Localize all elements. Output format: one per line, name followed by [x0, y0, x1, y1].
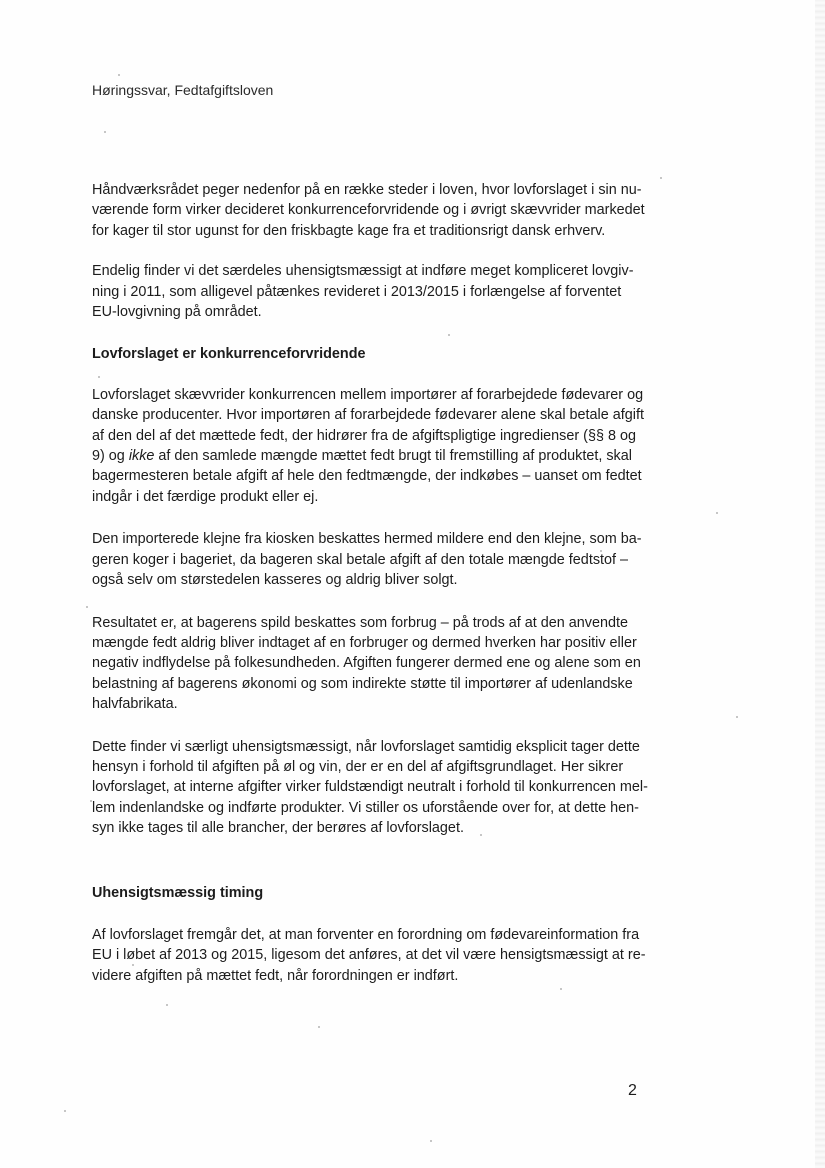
- paragraph-line: Af lovforslaget fremgår det, at man forventer en forordning om fødevareinformation fra: [92, 926, 640, 943]
- paragraph-line: bagermesteren betale afgift af hele den fedtmængde, der indkøbes – uanset om fedtet: [92, 468, 642, 485]
- paragraph-line: Dette finder vi særligt uhensigtsmæssigt, når lovforslaget samtidig eksplicit tager dette: [92, 738, 640, 755]
- paragraph-line: værende form virker decideret konkurrenceforvridende og i øvrigt skævvrider markedet: [92, 202, 645, 219]
- scan-speck: [716, 512, 718, 514]
- paragraph-line: belastning af bagerens økonomi og som indirekte støtte til importører af udenlandske: [92, 675, 633, 692]
- scan-edge: [815, 0, 825, 1168]
- document-body: [92, 160, 652, 986]
- paragraph-line: EU-lovgivning på området.: [92, 304, 262, 321]
- scan-speck: [166, 1004, 168, 1006]
- paragraph-line: af den del af det mættede fedt, der hidrører fra de afgiftspligtige ingredienser (§§ 8 og: [92, 427, 636, 444]
- scan-speck: [64, 1110, 66, 1112]
- paragraph-line: mængde fedt aldrig bliver indtaget af en forbruger og dermed hverken har positiv eller: [92, 634, 637, 651]
- scan-speck: [318, 1026, 320, 1028]
- paragraph-line: indgår i det færdige produkt eller ej.: [92, 488, 319, 505]
- body-paragraph: [92, 529, 652, 590]
- paragraph-line: Lovforslaget skævvrider konkurrencen mellem importører af forarbejdede fødevarer og: [92, 386, 644, 403]
- scan-speck: [86, 606, 88, 608]
- paragraph-line: Resultatet er, at bagerens spild beskattes som forbrug – på trods af at den anvendte: [92, 614, 628, 631]
- section-heading: Lovforslaget er konkurrenceforvridende: [92, 346, 366, 363]
- paragraph-line: ning i 2011, som alligevel påtænkes revideret i 2013/2015 i forlængelse af forventet: [92, 283, 622, 300]
- paragraph-line: Håndværksrådet peger nedenfor på en række steder i loven, hvor lovforslaget i sin nu-: [92, 182, 642, 198]
- scan-speck: [118, 74, 120, 76]
- page-number: 2: [628, 1082, 637, 1099]
- paragraph-line: lem indenlandske og indførte produkter. Vi stiller os uforstående over for, at dette hen-: [92, 799, 639, 816]
- paragraph-line: videre afgiften på mættet fedt, når forordningen er indført.: [92, 967, 459, 984]
- paragraph-line: 9) og ikke af den samlede mængde mættet fedt brugt til fremstilling af produktet, skal: [92, 448, 632, 465]
- body-paragraph: [92, 737, 652, 839]
- paragraph-line: danske producenter. Hvor importøren af forarbejdede fødevarer alene skal betale afgift: [92, 407, 644, 424]
- body-paragraph: [92, 180, 652, 241]
- paragraph-line: for kager til stor ugunst for den friskbagte kage fra et traditionsrigt dansk erhverv.: [92, 222, 606, 239]
- scan-speck: [560, 988, 562, 990]
- paragraph-line: hensyn i forhold til afgiften på øl og vin, der er en del af afgiftsgrundlaget. Her sikrer: [92, 758, 624, 775]
- paragraph-line: lovforslaget, at interne afgifter virker fuldstændigt neutralt i forhold til konkurrencen mel-: [92, 779, 648, 796]
- body-paragraph: [92, 925, 652, 986]
- section-heading: Uhensigtsmæssig timing: [92, 884, 264, 901]
- body-paragraph: [92, 261, 652, 322]
- emphasis: ikke: [128, 448, 155, 465]
- document-header: Høringssvar, Fedtafgiftsloven: [92, 82, 274, 98]
- paragraph-line: Endelig finder vi det særdeles uhensigtsmæssigt at indføre meget kompliceret lovgiv-: [92, 263, 634, 280]
- paragraph-line: halvfabrikata.: [92, 696, 178, 713]
- paragraph-line: Den importerede klejne fra kiosken beskattes hermed mildere end den klejne, som ba-: [92, 531, 642, 548]
- paragraph-line: syn ikke tages til alle brancher, der berøres af lovforslaget.: [92, 820, 464, 837]
- scan-speck: [736, 716, 738, 718]
- paragraph-line: negativ indflydelse på folkesundheden. Afgiften fungerer dermed ene og alene som en: [92, 655, 641, 672]
- body-paragraph: [92, 385, 652, 507]
- paragraph-line: også selv om størstedelen kasseres og aldrig bliver solgt.: [92, 572, 458, 589]
- scan-speck: [104, 131, 106, 133]
- scan-speck: [430, 1140, 432, 1142]
- scan-speck: [660, 177, 662, 179]
- body-paragraph: [92, 613, 652, 715]
- paragraph-line: geren koger i bageriet, da bageren skal betale afgift af den totale mængde fedtstof –: [92, 551, 629, 568]
- paragraph-line: EU i løbet af 2013 og 2015, ligesom det anføres, at det vil være hensigtsmæssigt at re-: [92, 947, 646, 964]
